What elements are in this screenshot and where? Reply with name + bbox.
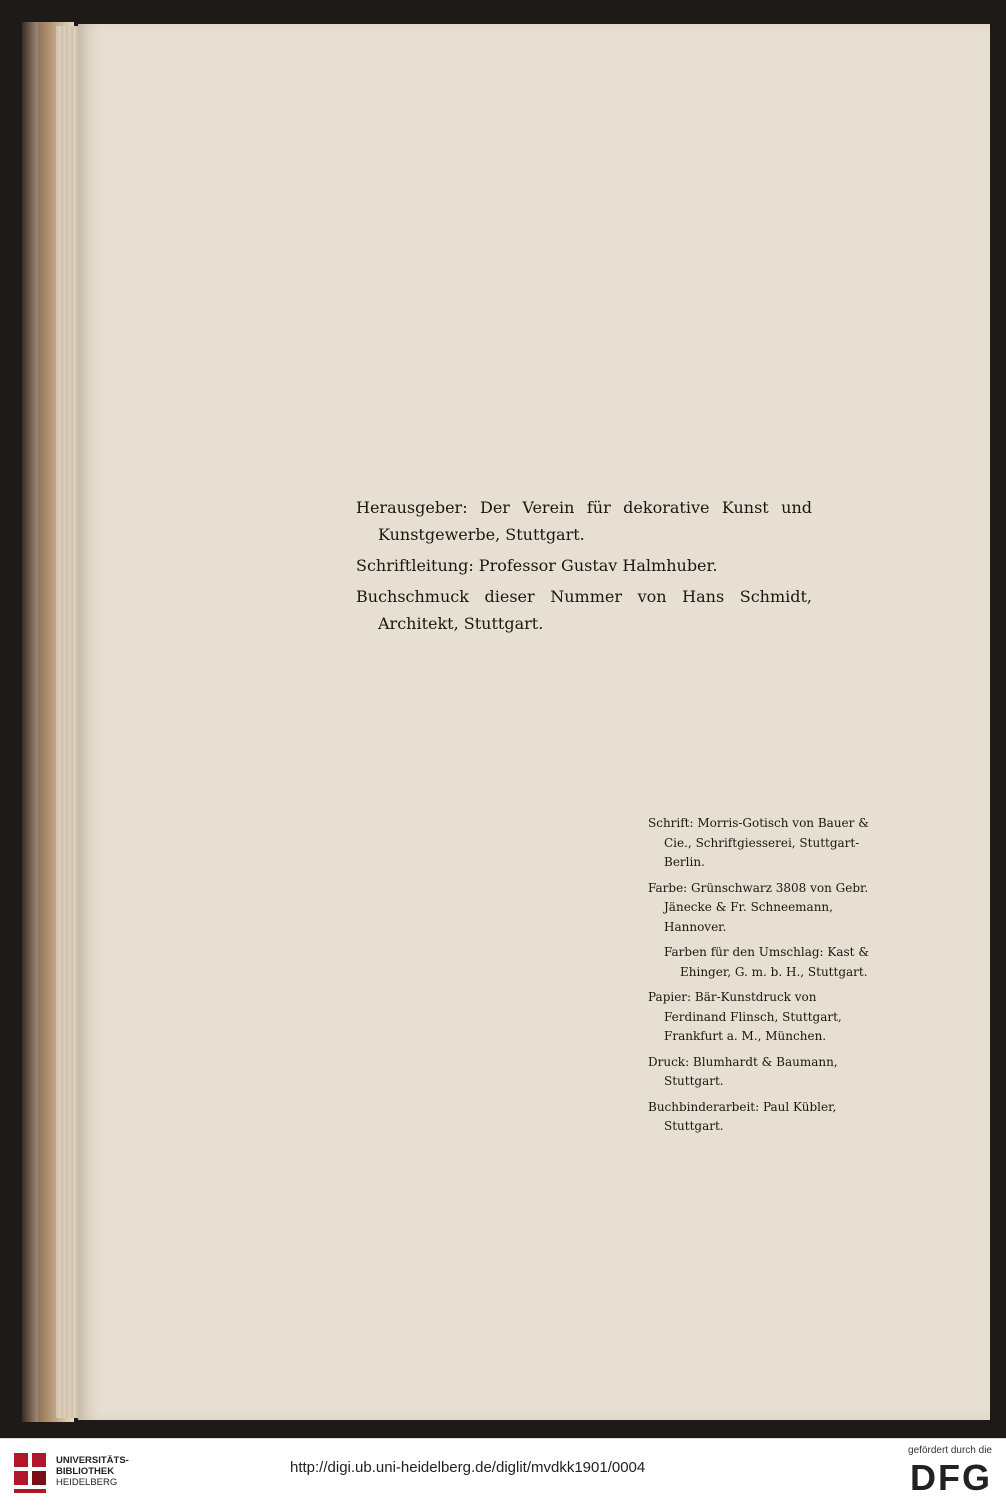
imprint-editor: Schriftleitung: Professor Gustav Halmhuber. — [356, 556, 718, 575]
library-name-line-3: HEIDELBERG — [56, 1477, 118, 1488]
colophon-block — [648, 814, 872, 1143]
page-edges — [56, 26, 80, 1418]
colophon-printer: Druck: Blumhardt & Baumann, Stuttgart. — [648, 1054, 838, 1088]
library-logo[interactable] — [12, 1449, 152, 1501]
colophon-ink: Farbe: Grünschwarz 3808 von Gebr. Jänecke & Fr. Schneemann, Hannover. — [648, 880, 869, 934]
library-seal-icon — [12, 1451, 48, 1495]
dfg-logo-text: DFG — [910, 1457, 992, 1498]
colophon-cover-inks: Farben für den Umschlag: Kast & Ehinger, G. m. b. H., Stuttgart. — [664, 945, 870, 979]
funder-caption: gefördert durch die — [908, 1445, 992, 1456]
library-name-line-2: BIBLIOTHEK — [56, 1466, 115, 1477]
colophon-paper: Papier: Bär-Kunstdruck von Ferdinand Flinsch, Stuttgart, Frankfurt a. M., München. — [648, 990, 842, 1043]
library-name — [56, 1455, 129, 1488]
funder-logo[interactable] — [880, 1445, 992, 1496]
imprint-decoration: Buchschmuck dieser Nummer von Hans Schmidt, Architekt, Stuttgart. — [356, 587, 812, 633]
viewer-footer — [0, 1438, 1006, 1509]
library-name-line-1: UNIVERSITÄTS- — [56, 1455, 129, 1466]
imprint-publisher: Herausgeber: Der Verein für dekorative Kunst und Kunstgewerbe, Stuttgart. — [356, 498, 812, 544]
book-page — [78, 24, 990, 1420]
colophon-bookbinder: Buchbinderarbeit: Paul Kübler, Stuttgart. — [648, 1099, 837, 1133]
binding-cloth-edge — [22, 22, 38, 1422]
colophon-typeface: Schrift: Morris-Gotisch von Bauer & Cie., Schriftgiesserei, Stuttgart-Berlin. — [648, 816, 869, 869]
permalink-url[interactable]: http://digi.ub.uni-heidelberg.de/diglit/mvdkk1901/0004 — [290, 1459, 646, 1476]
imprint-block — [356, 494, 812, 641]
